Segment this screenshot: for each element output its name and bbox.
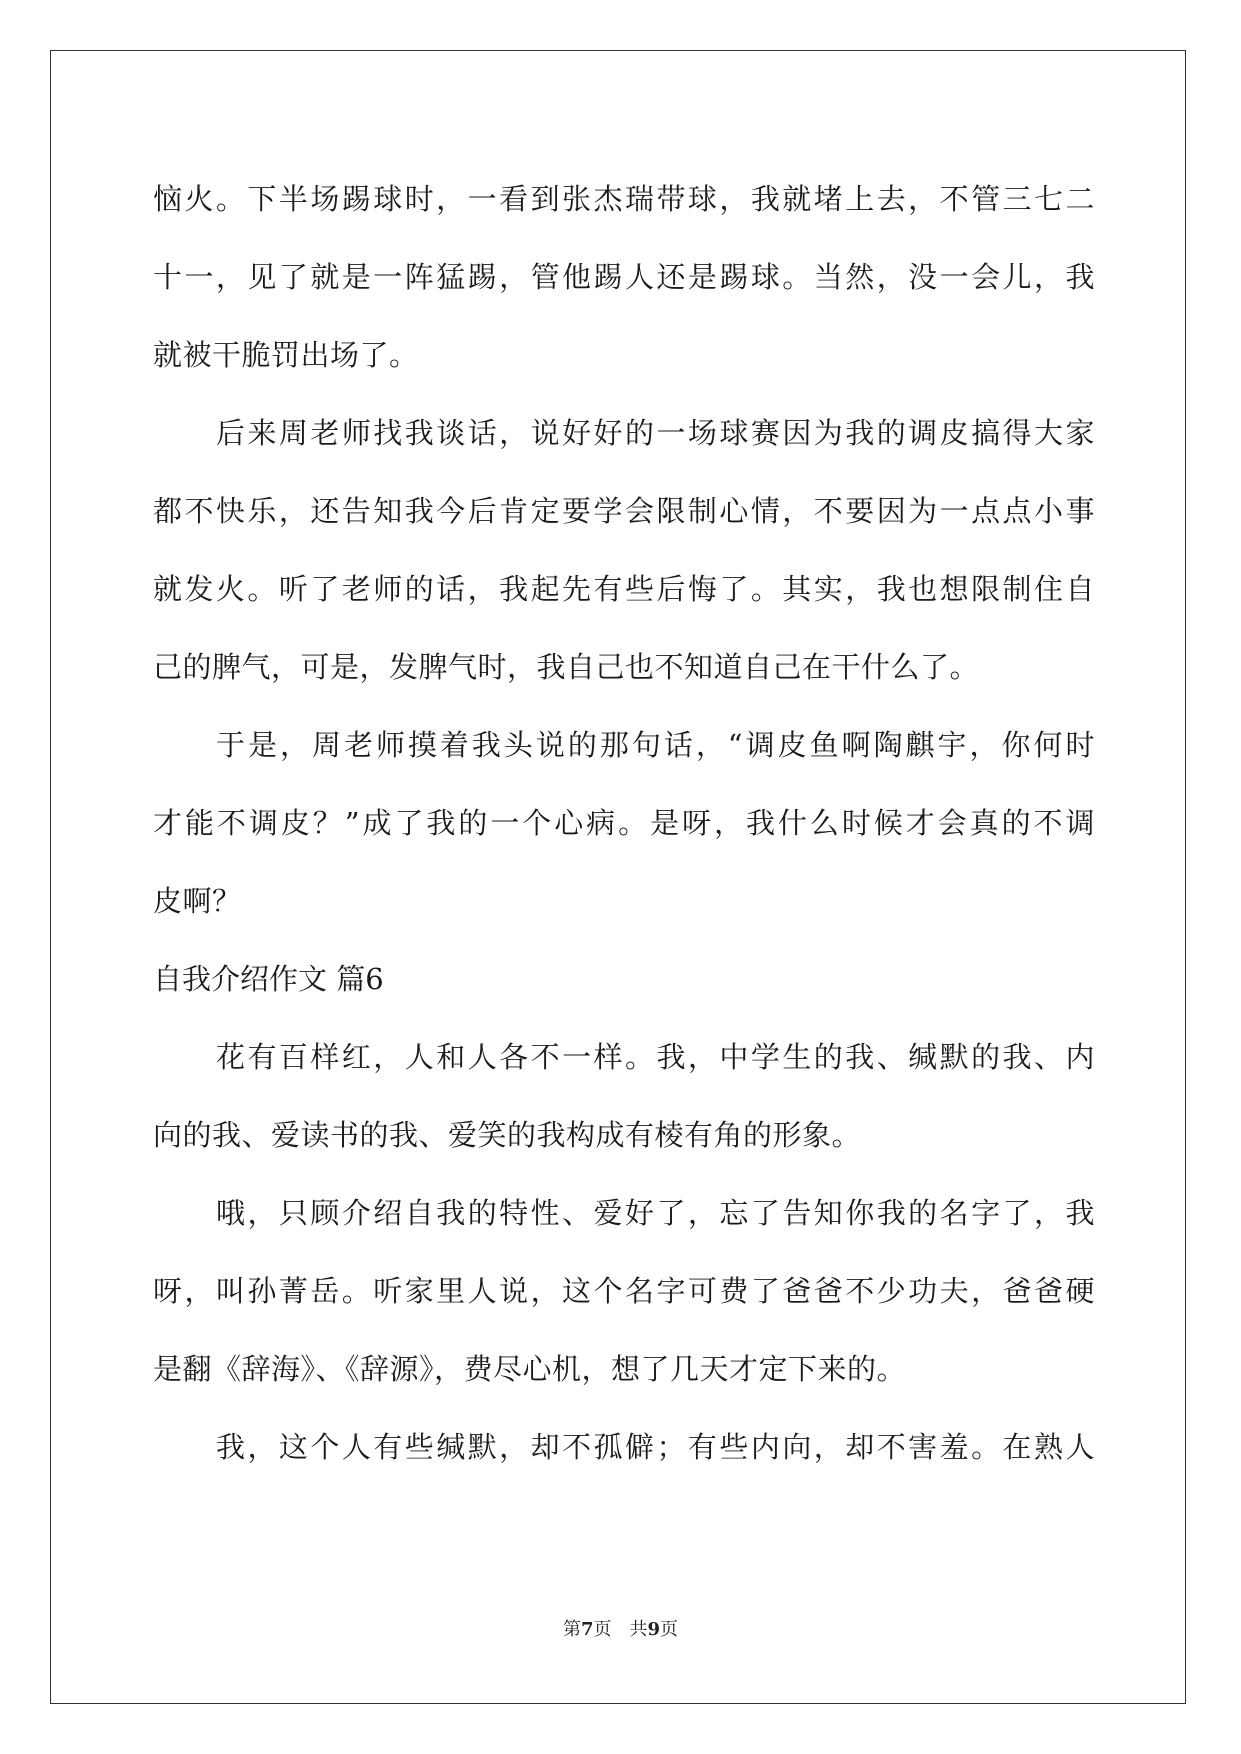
text-line: 我，这个人有些缄默，却不孤僻；有些内向，却不害羞。在熟人 — [216, 1430, 1095, 1464]
text-line: 己的脾气，可是，发脾气时，我自己也不知道自己在干什么了。 — [153, 650, 980, 684]
text-line: 向的我、爱读书的我、爱笑的我构成有棱有角的形象。 — [153, 1118, 862, 1152]
text-line: 皮啊？ — [153, 884, 242, 918]
document-body — [153, 160, 1095, 1486]
total-page-number: 9 — [647, 1619, 661, 1640]
current-page-number: 7 — [580, 1619, 594, 1640]
footer-total-suffix: 页 — [660, 1619, 679, 1640]
text-line: 都不快乐，还告知我今后肯定要学会限制心情，不要因为一点点小事 — [153, 494, 1095, 528]
footer-total-prefix: 共 — [629, 1619, 648, 1640]
text-line: 呀，叫孙菁岳。听家里人说，这个名字可费了爸爸不少功夫，爸爸硬 — [153, 1274, 1095, 1308]
text-line: 是翻《辞海》、《辞源》，费尽心机，想了几天才定下来的。 — [153, 1352, 907, 1386]
text-line: 就发火。听了老师的话，我起先有些后悔了。其实，我也想限制住自 — [153, 572, 1095, 606]
text-line: 后来周老师找我谈话，说好好的一场球赛因为我的调皮搞得大家 — [216, 416, 1095, 450]
text-line: 十一，见了就是一阵猛踢，管他踢人还是踢球。当然，没一会儿，我 — [153, 260, 1095, 294]
section-heading: 自我介绍作文 篇6 — [153, 962, 384, 996]
text-line: 才能不调皮？”成了我的一个心病。是呀，我什么时候才会真的不调 — [153, 806, 1095, 840]
text-line: 哦，只顾介绍自我的特性、爱好了，忘了告知你我的名字了，我 — [216, 1196, 1095, 1230]
text-line: 于是，周老师摸着我头说的那句话，“调皮鱼啊陶麒宇，你何时 — [216, 728, 1095, 762]
footer-page-word: 页 — [593, 1619, 612, 1640]
page-footer — [0, 1615, 1241, 1641]
text-line: 就被干脆罚出场了。 — [153, 338, 419, 372]
text-line: 花有百样红，人和人各不一样。我，中学生的我、缄默的我、内 — [216, 1040, 1095, 1074]
text-line: 恼火。下半场踢球时，一看到张杰瑞带球，我就堵上去，不管三七二 — [153, 182, 1095, 216]
footer-prefix: 第 — [562, 1619, 581, 1640]
